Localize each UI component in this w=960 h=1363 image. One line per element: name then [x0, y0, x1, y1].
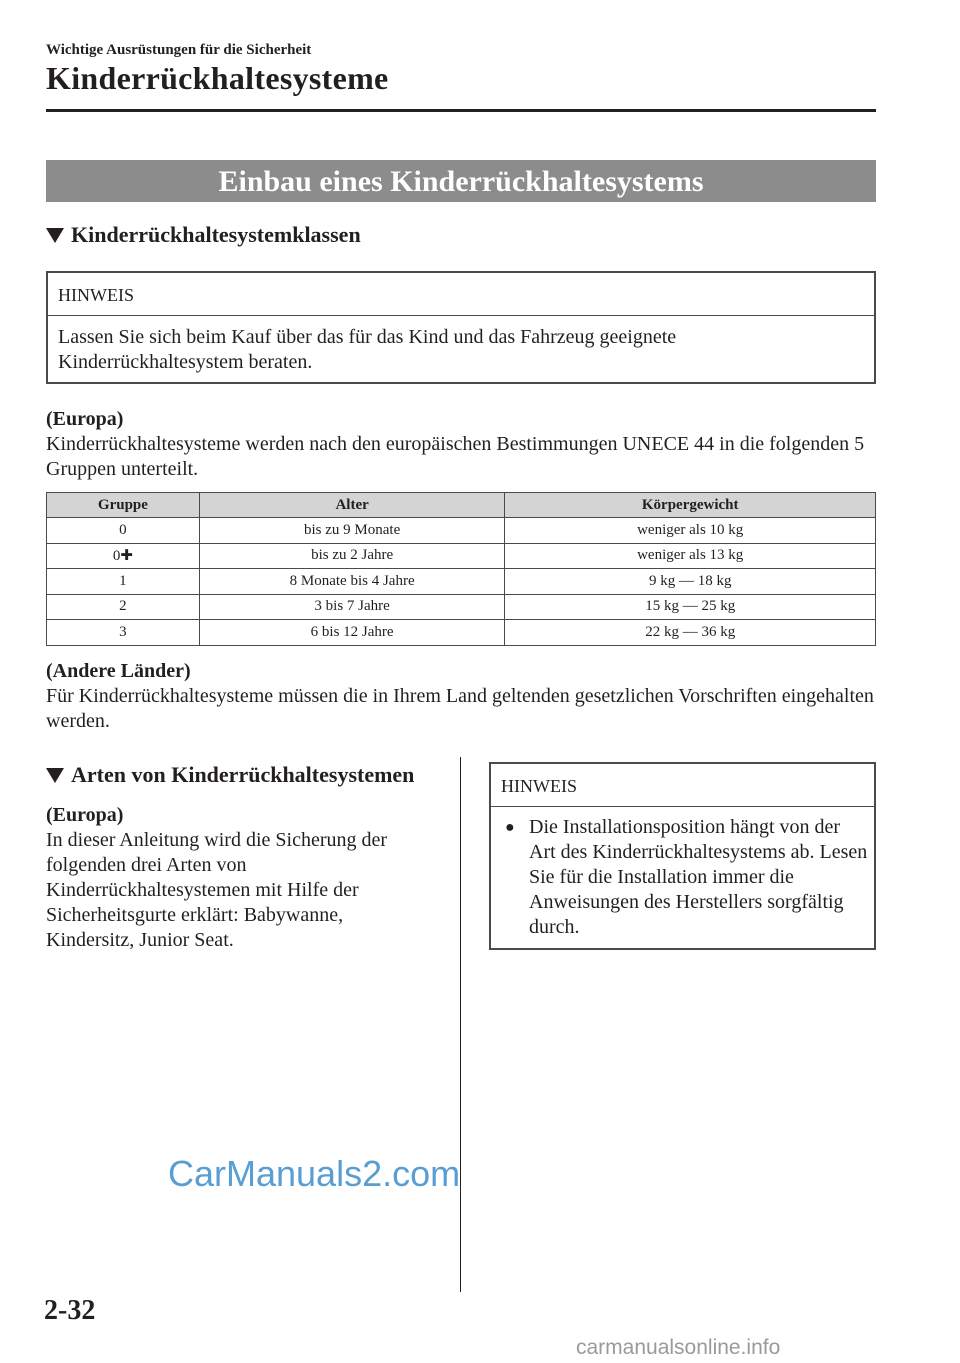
- cell-weight: 9 kg — 18 kg: [505, 569, 876, 595]
- page-number: 2-32: [44, 1295, 96, 1326]
- triangle-marker-icon: [46, 768, 64, 783]
- note-bullet-text: Die Installationsposition hängt von der Art des Kinderrückhaltesystems ab. Lesen Sie für die Installation immer die Anweisungen des Herstellers sorgfältig durch.: [529, 816, 868, 938]
- section-banner: Einbau eines Kinderrückhaltesystems: [46, 160, 876, 202]
- table-row: [47, 518, 876, 544]
- cell-group: 0: [47, 518, 200, 544]
- other-countries-paragraph: Für Kinderrückhaltesysteme müssen die in Ihrem Land geltenden gesetzlichen Vorschriften eingehalten werden.: [46, 685, 874, 732]
- header-divider: [46, 109, 876, 112]
- note-text: Lassen Sie sich beim Kauf über das für das Kind und das Fahrzeug geeignete Kinderrückhaltesystem beraten.: [58, 326, 677, 373]
- note-box-installation: [489, 762, 876, 950]
- cell-group: 2: [47, 594, 200, 620]
- cell-age: 6 bis 12 Jahre: [199, 620, 505, 646]
- bullet-dot-icon: ●: [505, 819, 515, 836]
- cell-age: 3 bis 7 Jahre: [199, 594, 505, 620]
- watermark-logo: CarManuals2.com: [168, 1153, 461, 1194]
- table-row: [47, 620, 876, 646]
- region-label-europe-2: (Europa): [46, 804, 124, 826]
- region-label-other: (Andere Länder): [46, 660, 191, 682]
- header-group: Gruppe: [47, 493, 200, 518]
- subheading-classes: [46, 222, 361, 248]
- triangle-marker-icon: [46, 228, 64, 243]
- cell-weight: weniger als 10 kg: [505, 518, 876, 544]
- page-title: Kinderrückhaltesysteme: [46, 60, 389, 96]
- subheading-types-text: Arten von Kinderrückhaltesystemen: [71, 762, 415, 787]
- cell-age: bis zu 2 Jahre: [199, 543, 505, 569]
- table-row: [47, 569, 876, 595]
- cell-group: 0✚: [47, 543, 200, 569]
- header-weight: Körpergewicht: [505, 493, 876, 518]
- running-header-section: Wichtige Ausrüstungen für die Sicherheit: [46, 42, 312, 58]
- cell-group: 1: [47, 569, 200, 595]
- types-paragraph: In dieser Anleitung wird die Sicherung der folgenden drei Arten von Kinderrückhaltesystemen mit Hilfe der Sicherheitsgurte erklärt: Babywanne, Kindersitz, Junior Seat.: [46, 829, 388, 951]
- table-row: [47, 543, 876, 569]
- cell-age: bis zu 9 Monate: [199, 518, 505, 544]
- region-label-europe: (Europa): [46, 408, 124, 430]
- cell-weight: weniger als 13 kg: [505, 543, 876, 569]
- cell-age: 8 Monate bis 4 Jahre: [199, 569, 505, 595]
- europe-paragraph: Kinderrückhaltesysteme werden nach den europäischen Bestimmungen UNECE 44 in die folgenden 5 Gruppen unterteilt.: [46, 433, 865, 480]
- table-header-row: [47, 493, 876, 518]
- cell-weight: 15 kg — 25 kg: [505, 594, 876, 620]
- table-row: [47, 594, 876, 620]
- footer-watermark: carmanualsonline.info: [576, 1336, 781, 1359]
- cell-weight: 22 kg — 36 kg: [505, 620, 876, 646]
- note-label: HINWEIS: [491, 764, 874, 807]
- note-box-advice: [46, 271, 876, 384]
- column-divider: [460, 757, 461, 1292]
- subheading-classes-text: Kinderrückhaltesystemklassen: [71, 222, 361, 247]
- cell-group: 3: [47, 620, 200, 646]
- header-age: Alter: [199, 493, 505, 518]
- subheading-types: [46, 762, 414, 788]
- note-bullet-item: [501, 815, 868, 940]
- group-table: [46, 492, 876, 646]
- note-label: HINWEIS: [48, 273, 874, 316]
